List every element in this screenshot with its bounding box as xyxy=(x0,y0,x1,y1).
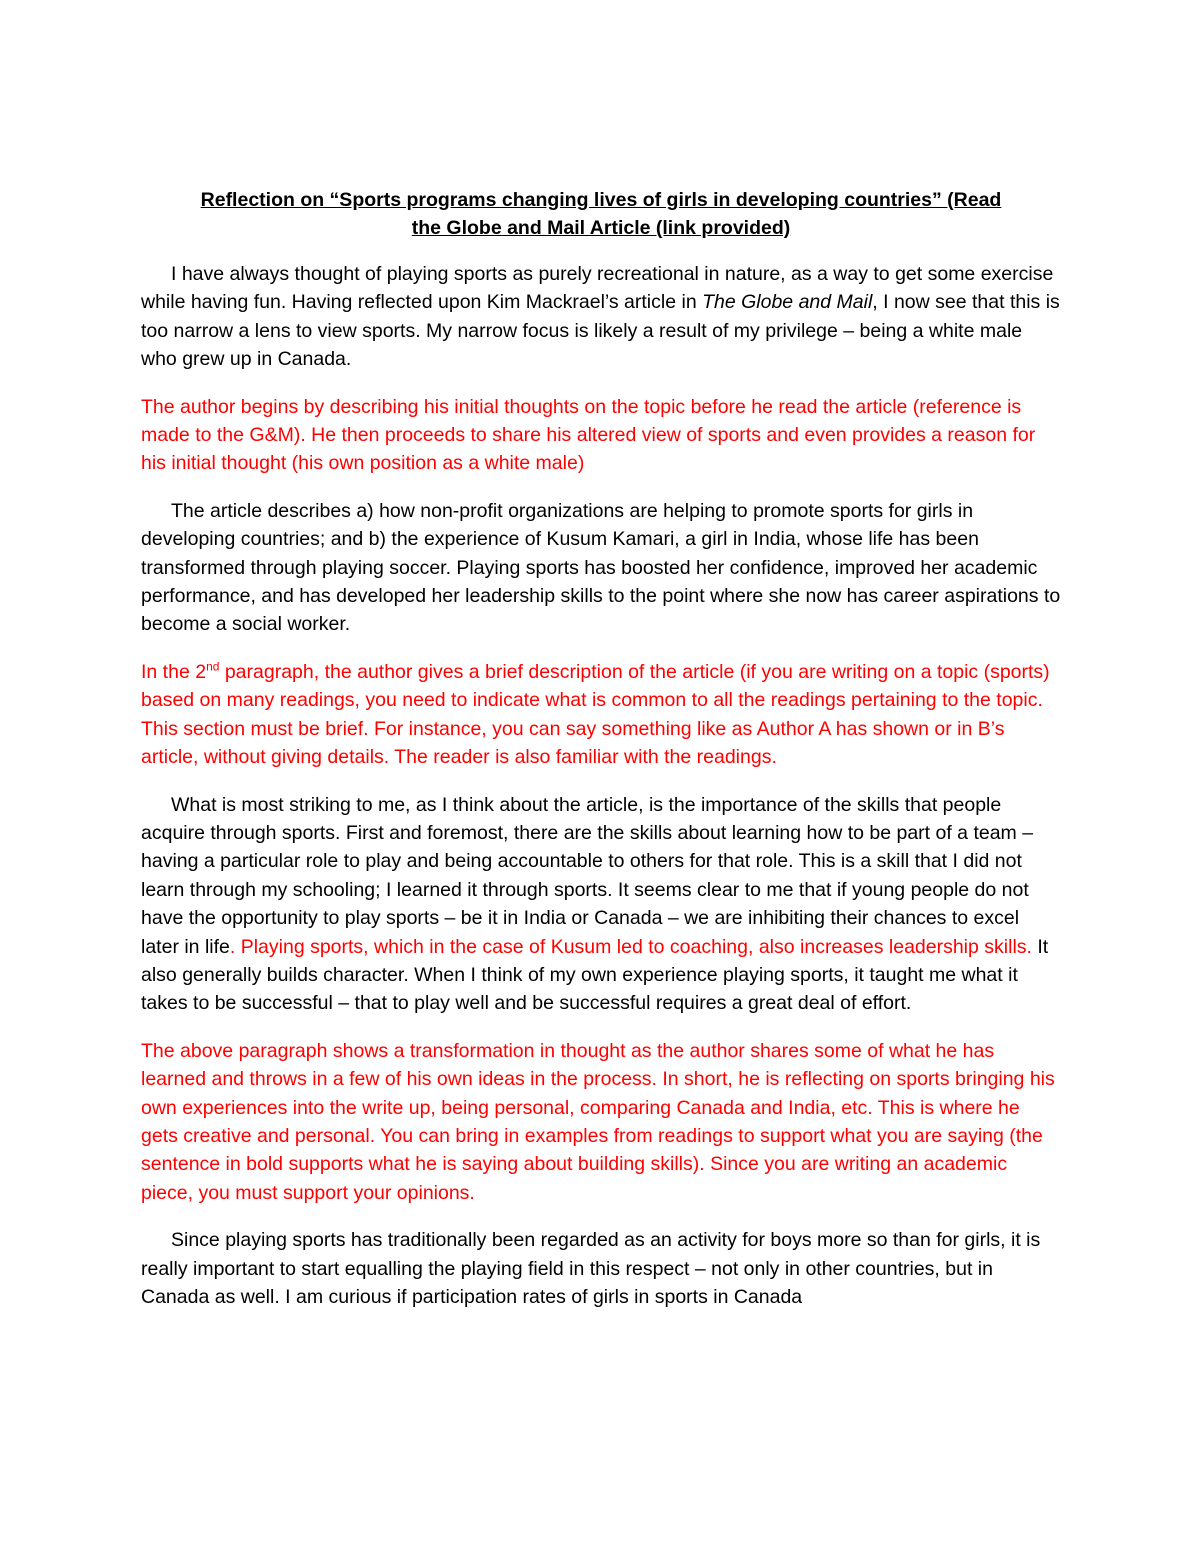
note2-text-b: paragraph, the author gives a brief description of the article (if you are writing on a topic (sports) based on many readings, you need to indicate what is common to all the readings pertaining to the topic. This section must be brief. For instance, you can say something like as Author A has shown or in B’s article, without giving details. The reader is also familiar with the readings. xyxy=(141,660,1050,769)
para1-text-a: I have always thought of playing sports as purely recreational in nature, as a way to get some exercise while having fun. Having reflected upon Kim Mackrael’s article in xyxy=(141,263,1054,314)
para3-text-b: It also generally builds character. When I think of my own experience playing sports, it taught me what it takes to be successful – that to play well and be successful requires a great deal of effort. xyxy=(141,935,1049,1015)
annotation-paragraph-1: The author begins by describing his initial thoughts on the topic before he read the article (reference is made to the G&M). He then proceeds to share his altered view of sports and even provides a reason for his initial thought (his own position as a white male) xyxy=(141,395,1036,475)
reflection-paragraph-4: Since playing sports has traditionally been regarded as an activity for boys more so than for girls, it is really important to start equalling the playing field in this respect – not only in other countries, but in Canada as well. I am curious if participation rates of girls in sports in Canada xyxy=(141,1229,1041,1308)
title-line-1: Reflection on “Sports programs changing lives of girls in developing countries” (Read xyxy=(200,189,1002,211)
para1-text-b: , I now see that this is too narrow a lens to view sports. My narrow focus is likely a result of my privilege – being a white male who grew up in Canada. xyxy=(141,291,1060,371)
reflection-paragraph-2: The article describes a) how non-profit organizations are helping to promote sports for girls in developing countries; and b) the experience of Kusum Kamari, a girl in India, whose life has been transformed through playing soccer. Playing sports has boosted her confidence, improved her academic performance, and has developed her leadership skills to the point where she now has career aspirations to become a social worker. xyxy=(141,499,1061,636)
highlighted-supporting-sentence: . Playing sports, which in the case of Kusum led to coaching, also increases leadership skills. xyxy=(229,935,1032,958)
ordinal-superscript: nd xyxy=(206,659,220,674)
note2-text-a: In the 2 xyxy=(141,660,207,683)
reflection-paragraph-3 xyxy=(141,791,1061,1018)
document-page xyxy=(141,186,1061,1311)
publication-name: The Globe and Mail xyxy=(702,291,873,314)
reflection-paragraph-1 xyxy=(141,260,1061,374)
annotation-paragraph-2 xyxy=(141,658,1061,772)
para3-text-a: What is most striking to me, as I think about the article, is the importance of the skills that people acquire through sports. First and foremost, there are the skills about learning how to be part of a team – having a particular role to play and being accountable to others for that role. This is a skill that I did not learn through my schooling; I learned it through sports. It seems clear to me that if young people do not have the opportunity to play sports – be it in India or Canada – we are inhibiting their chances to excel later in life xyxy=(141,793,1034,958)
title-line-2: the Globe and Mail Article (link provided) xyxy=(411,217,791,239)
annotation-paragraph-3: The above paragraph shows a transformation in thought as the author shares some of what he has learned and throws in a few of his own ideas in the process. In short, he is reflecting on sports bringing his own experiences into the write up, being personal, comparing Canada and India, etc. This is where he gets creative and personal. You can bring in examples from readings to support what you are saying (the sentence in bold supports what he is saying about building skills). Since you are writing an academic piece, you must support your opinions. xyxy=(141,1039,1055,1204)
document-title xyxy=(141,186,1061,242)
